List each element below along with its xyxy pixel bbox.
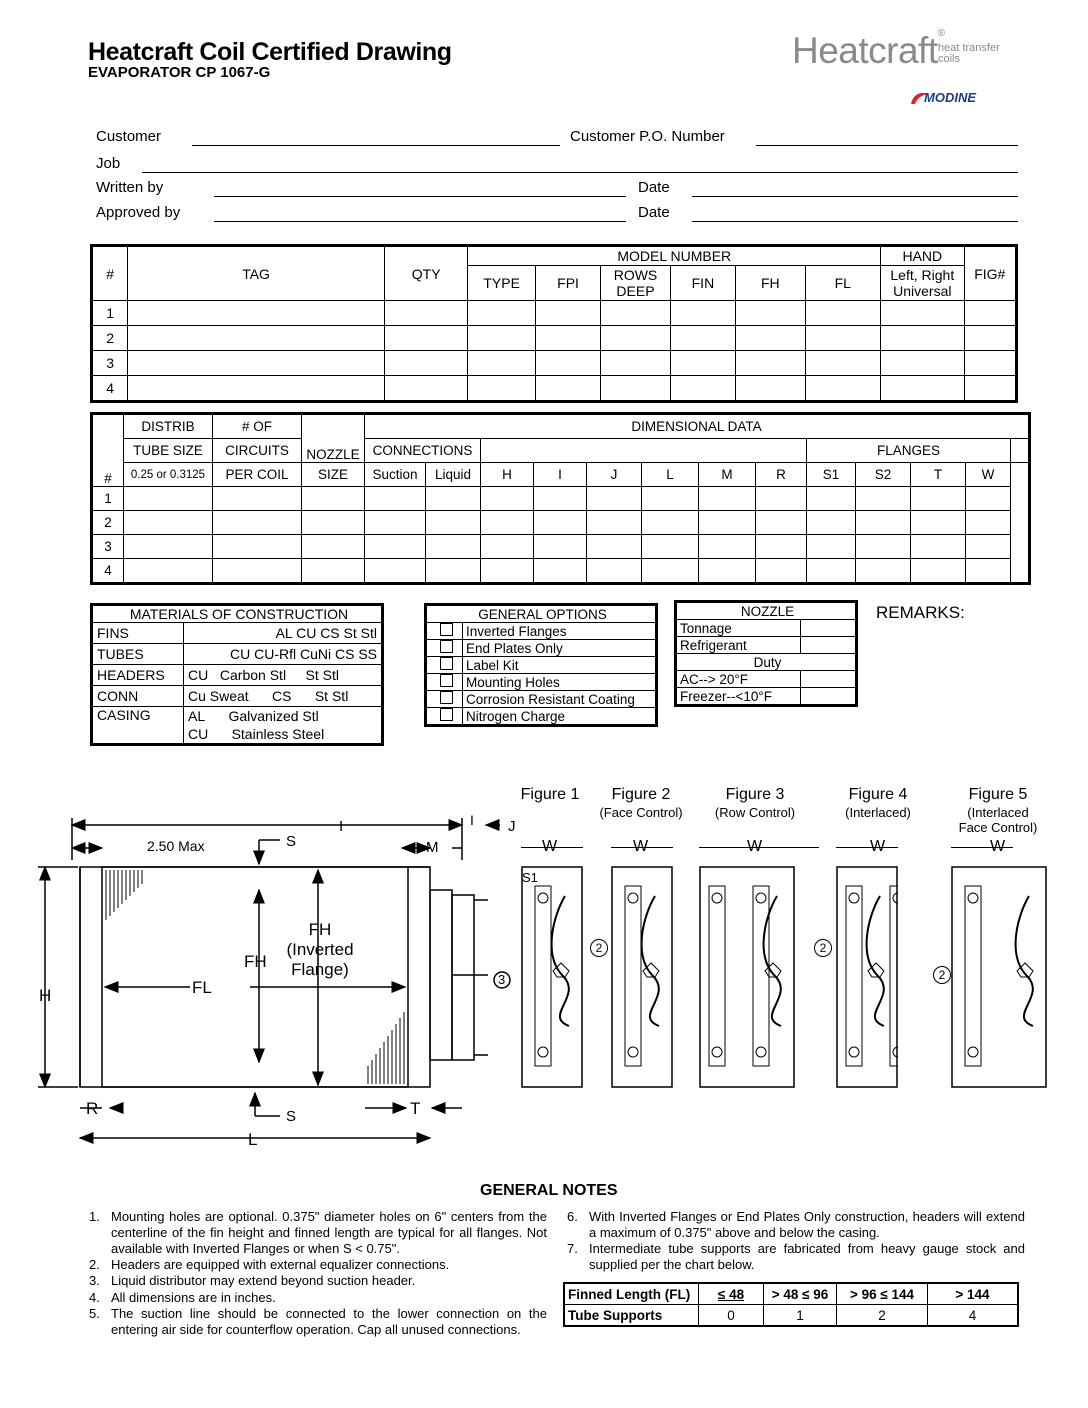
option-checkbox[interactable] — [440, 657, 453, 670]
figure-w-arrow — [951, 847, 1013, 848]
dimensional-table: # DISTRIB # OF NOZZLE DIMENSIONAL DATA TUBE SIZE CIRCUITS CONNECTIONS FLANGES 0.25 or 0.3125 PER COIL SIZE Suction Liquid H I J L M R S1 S2 T W 1 2 3 4 — [90, 412, 1031, 585]
dim-t: T — [410, 1099, 421, 1118]
modine-logo: MODINE — [924, 90, 976, 105]
figure-sublabel: (Face Control) — [599, 805, 683, 820]
dimensional-data-header: DIMENSIONAL DATA — [365, 414, 1030, 439]
table-row: 3 — [92, 535, 1030, 559]
heatcraft-logo: Heatcraft® — [792, 27, 945, 71]
figure-panel — [836, 866, 898, 1088]
col-qty: QTY — [384, 246, 468, 301]
customer-label: Customer — [96, 128, 162, 145]
figure-label: Figure 1 — [520, 786, 580, 803]
col-num: # — [92, 246, 128, 301]
figure-w-arrow — [521, 847, 583, 848]
col-fh: FH — [736, 266, 805, 301]
figure-w-dim: W — [870, 838, 886, 855]
table-row: 1 — [92, 301, 1017, 326]
dim-i: I — [339, 818, 344, 835]
remarks-label: REMARKS: — [876, 603, 965, 622]
callout-2: 2 — [590, 939, 608, 957]
col-fpi: FPI — [535, 266, 600, 301]
dim-s-bottom: S — [286, 1108, 297, 1125]
table-row: 2 — [92, 326, 1017, 351]
note-6: 6. With Inverted Flanges or End Plates Only construction, headers will extend a maximum of 0.375" above and below the casing. — [567, 1209, 1025, 1240]
customer-po-field[interactable] — [756, 145, 1018, 146]
hand-header: HAND — [881, 246, 965, 266]
customer-field[interactable] — [192, 145, 560, 146]
coil-drawing — [30, 800, 530, 1160]
connections-header: CONNECTIONS — [365, 439, 481, 463]
figure-s1-label: S1 — [522, 870, 538, 885]
general-options-table: GENERAL OPTIONS Inverted Flanges End Plates Only Label Kit Mounting Holes Corrosion Resistant Coating Nitrogen Charge — [424, 603, 658, 727]
table-row: 4 — [92, 376, 1017, 402]
flanges-header: FLANGES — [807, 439, 1011, 463]
col-rows-deep: ROWS DEEP — [601, 266, 670, 301]
figure-w-dim: W — [542, 838, 558, 855]
page-title: Heatcraft Coil Certified Drawing — [88, 38, 452, 66]
callout-2: 2 — [814, 939, 832, 957]
note-1: 1. Mounting holes are optional. 0.375" diameter holes on 6" centers from the centerline of the fin height and finned length are typical for all flanges. Not available with Inverted Flanges or when S < 0.75". — [89, 1209, 547, 1256]
dim-s-top: S — [286, 833, 297, 850]
note-5: 5. The suction line should be connected to the lower connection on the entering air side for counterflow operation. Cap all unused connections. — [89, 1306, 547, 1337]
col-hand: Left, Right Universal — [881, 266, 965, 301]
dim-fh: FH — [244, 952, 267, 971]
callout-2: 2 — [933, 966, 951, 984]
col-fl: FL — [805, 266, 880, 301]
figure-label: Figure 2 — [611, 786, 671, 803]
option-checkbox[interactable] — [440, 623, 453, 636]
figure-sublabel: Face Control) — [958, 820, 1038, 835]
dim-h: H — [39, 986, 52, 1005]
figure-sublabel: (Interlaced) — [845, 805, 911, 820]
dim-fh-inverted: FH (Inverted Flange) — [286, 920, 354, 979]
note-7: 7. Intermediate tube supports are fabricated from heavy gauge stock and supplied per the chart below. — [567, 1241, 1025, 1272]
option-checkbox[interactable] — [440, 708, 453, 721]
table-row: 4 — [92, 559, 1030, 584]
model-table — [90, 244, 1018, 403]
option-checkbox[interactable] — [440, 640, 453, 653]
option-checkbox[interactable] — [440, 691, 453, 704]
model-number-header: MODEL NUMBER — [468, 246, 881, 266]
written-by-field[interactable] — [214, 196, 626, 197]
dim-l: L — [248, 1130, 258, 1149]
nozzle-table: NOZZLE Tonnage Refrigerant Duty AC--> 20°F Freezer--<10°F — [674, 600, 858, 707]
date-label-1: Date — [638, 179, 670, 196]
dim-fl: FL — [192, 978, 212, 997]
job-label: Job — [96, 155, 121, 172]
figure-label: Figure 3 — [725, 786, 785, 803]
note-2: 2. Headers are equipped with external equalizer connections. — [89, 1257, 450, 1272]
date-label-2: Date — [638, 204, 670, 221]
col-fin: FIN — [670, 266, 735, 301]
col-tag: TAG — [128, 246, 385, 301]
table-row: 1 — [92, 487, 1030, 511]
date-field-1[interactable] — [692, 196, 1018, 197]
materials-table: MATERIALS OF CONSTRUCTION FINS AL CU CS St Stl TUBES CU CU-Rfl CuNi CS SS HEADERS CU Carbon Stl St Stl CONN Cu Sweat CS St Stl CASING AL Galvanized Stl CU Stainless Steel — [90, 603, 384, 746]
customer-po-label: Customer P.O. Number — [570, 128, 725, 145]
nozzle-title: NOZZLE — [676, 602, 857, 620]
page-subtitle: EVAPORATOR CP 1067-G — [88, 64, 271, 81]
job-field[interactable] — [142, 172, 1018, 173]
table-row: 3 — [92, 351, 1017, 376]
col-num: # — [92, 414, 124, 487]
callout-3: 3 — [498, 972, 506, 987]
dim-max: 2.50 Max — [147, 838, 205, 854]
dim-m: M — [426, 839, 439, 856]
figure-panel — [521, 866, 583, 1088]
figure-panel — [699, 866, 795, 1088]
figure-label: Figure 5 — [968, 786, 1028, 803]
general-options-title: GENERAL OPTIONS — [426, 605, 657, 623]
col-type: TYPE — [468, 266, 535, 301]
general-notes-title: GENERAL NOTES — [480, 1182, 618, 1199]
figure-panel — [951, 866, 1047, 1088]
figure-w-arrow — [611, 847, 673, 848]
note-3: 3. Liquid distributor may extend beyond suction header. — [89, 1273, 416, 1288]
dim-r: R — [86, 1099, 99, 1118]
materials-title: MATERIALS OF CONSTRUCTION — [92, 605, 383, 623]
figure-sublabel: (Row Control) — [714, 805, 796, 820]
figure-label: Figure 4 — [848, 786, 908, 803]
figure-w-dim: W — [747, 838, 763, 855]
figure-w-dim: W — [990, 838, 1006, 855]
dim-j: J — [508, 818, 516, 835]
brand-tagline: heat transfer coils — [938, 42, 1000, 65]
figure-w-arrow — [699, 847, 819, 848]
figure-w-dim: W — [633, 838, 649, 855]
date-field-2[interactable] — [692, 221, 1018, 222]
approved-by-label: Approved by — [96, 204, 181, 221]
figure-w-arrow — [836, 847, 898, 848]
tube-supports-table: Finned Length (FL) ≤ 48 > 48 ≤ 96 > 96 ≤ 144 > 144 Tube Supports 0 1 2 4 — [563, 1282, 1019, 1327]
note-4: 4. All dimensions are in inches. — [89, 1290, 276, 1305]
table-row: 2 — [92, 511, 1030, 535]
approved-by-field[interactable] — [214, 221, 626, 222]
col-fig: FIG# — [964, 246, 1016, 301]
written-by-label: Written by — [96, 179, 164, 196]
figure-panel — [611, 866, 673, 1088]
option-checkbox[interactable] — [440, 674, 453, 687]
figure-sublabel: (Interlaced — [967, 805, 1029, 820]
svg-text:I: I — [470, 812, 474, 828]
